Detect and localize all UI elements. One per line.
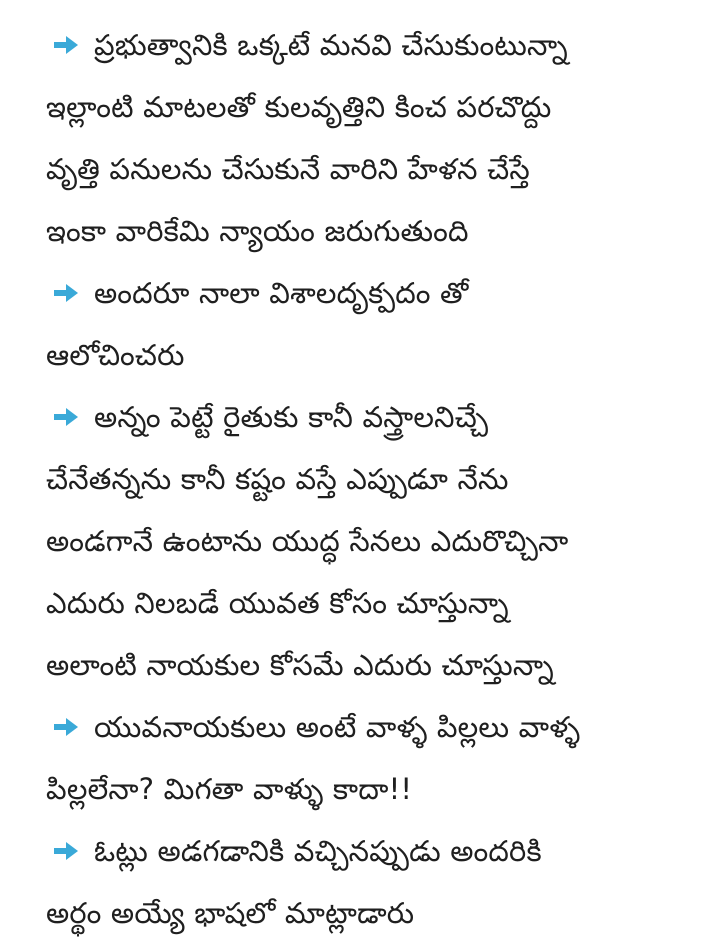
text-line-13 <box>46 758 695 820</box>
line-text: యువనాయకులు అంటే వాళ్ళ పిల్లలు వాళ్ళ <box>94 709 581 744</box>
right-arrow-icon <box>52 34 82 56</box>
right-arrow-icon <box>52 716 82 738</box>
text-line-5 <box>46 262 695 324</box>
text-line-6 <box>46 324 695 386</box>
line-text: ఎదురు నిలబడే యువత కోసం చూస్తున్నా <box>46 585 509 620</box>
right-arrow-icon <box>52 282 82 304</box>
line-text: అన్నం పెట్టే రైతుకు కానీ వస్త్రాలనిచ్చే <box>94 399 489 434</box>
text-line-9 <box>46 510 695 572</box>
text-line-14 <box>46 820 695 882</box>
line-text: పిల్లలేనా? మిగతా వాళ్ళు కాదా!! <box>46 771 413 806</box>
line-text: ఓట్లు అడగడానికి వచ్చినప్పుడు అందరికి <box>94 833 542 868</box>
line-text: అందరూ నాలా విశాలదృక్పదం తో <box>94 275 469 310</box>
line-text: ఆలోచించరు <box>46 337 185 372</box>
text-line-1 <box>46 14 695 76</box>
text-line-8 <box>46 448 695 510</box>
text-line-4 <box>46 200 695 262</box>
line-text: వృత్తి పనులను చేసుకునే వారిని హేళన చేస్తే <box>46 151 530 186</box>
text-line-12 <box>46 696 695 758</box>
right-arrow-icon <box>52 840 82 862</box>
line-text: చేనేతన్నను కానీ కష్టం వస్తే ఎప్పుడూ నేను <box>46 461 509 496</box>
right-arrow-icon <box>52 406 82 428</box>
line-text: ప్రభుత్వానికి ఒక్కటే మనవి చేసుకుంటున్నా <box>94 27 568 62</box>
text-line-11 <box>46 634 695 696</box>
line-text: అర్థం అయ్యే భాషలో మాట్లాడారు <box>46 895 415 930</box>
text-line-15 <box>46 882 695 944</box>
text-line-3 <box>46 138 695 200</box>
text-line-2 <box>46 76 695 138</box>
text-line-10 <box>46 572 695 634</box>
line-text: ఇల్లాంటి మాటలతో కులవృత్తిని కించ పరచొద్దు <box>46 89 552 124</box>
line-text: అండగానే ఉంటాను యుద్ధ సేనలు ఎదురొచ్చినా <box>46 523 569 558</box>
line-text: అలాంటి నాయకుల కోసమే ఎదురు చూస్తున్నా <box>46 647 554 682</box>
line-text: ఇంకా వారికేమి న్యాయం జరుగుతుంది <box>46 213 469 248</box>
text-line-7 <box>46 386 695 448</box>
